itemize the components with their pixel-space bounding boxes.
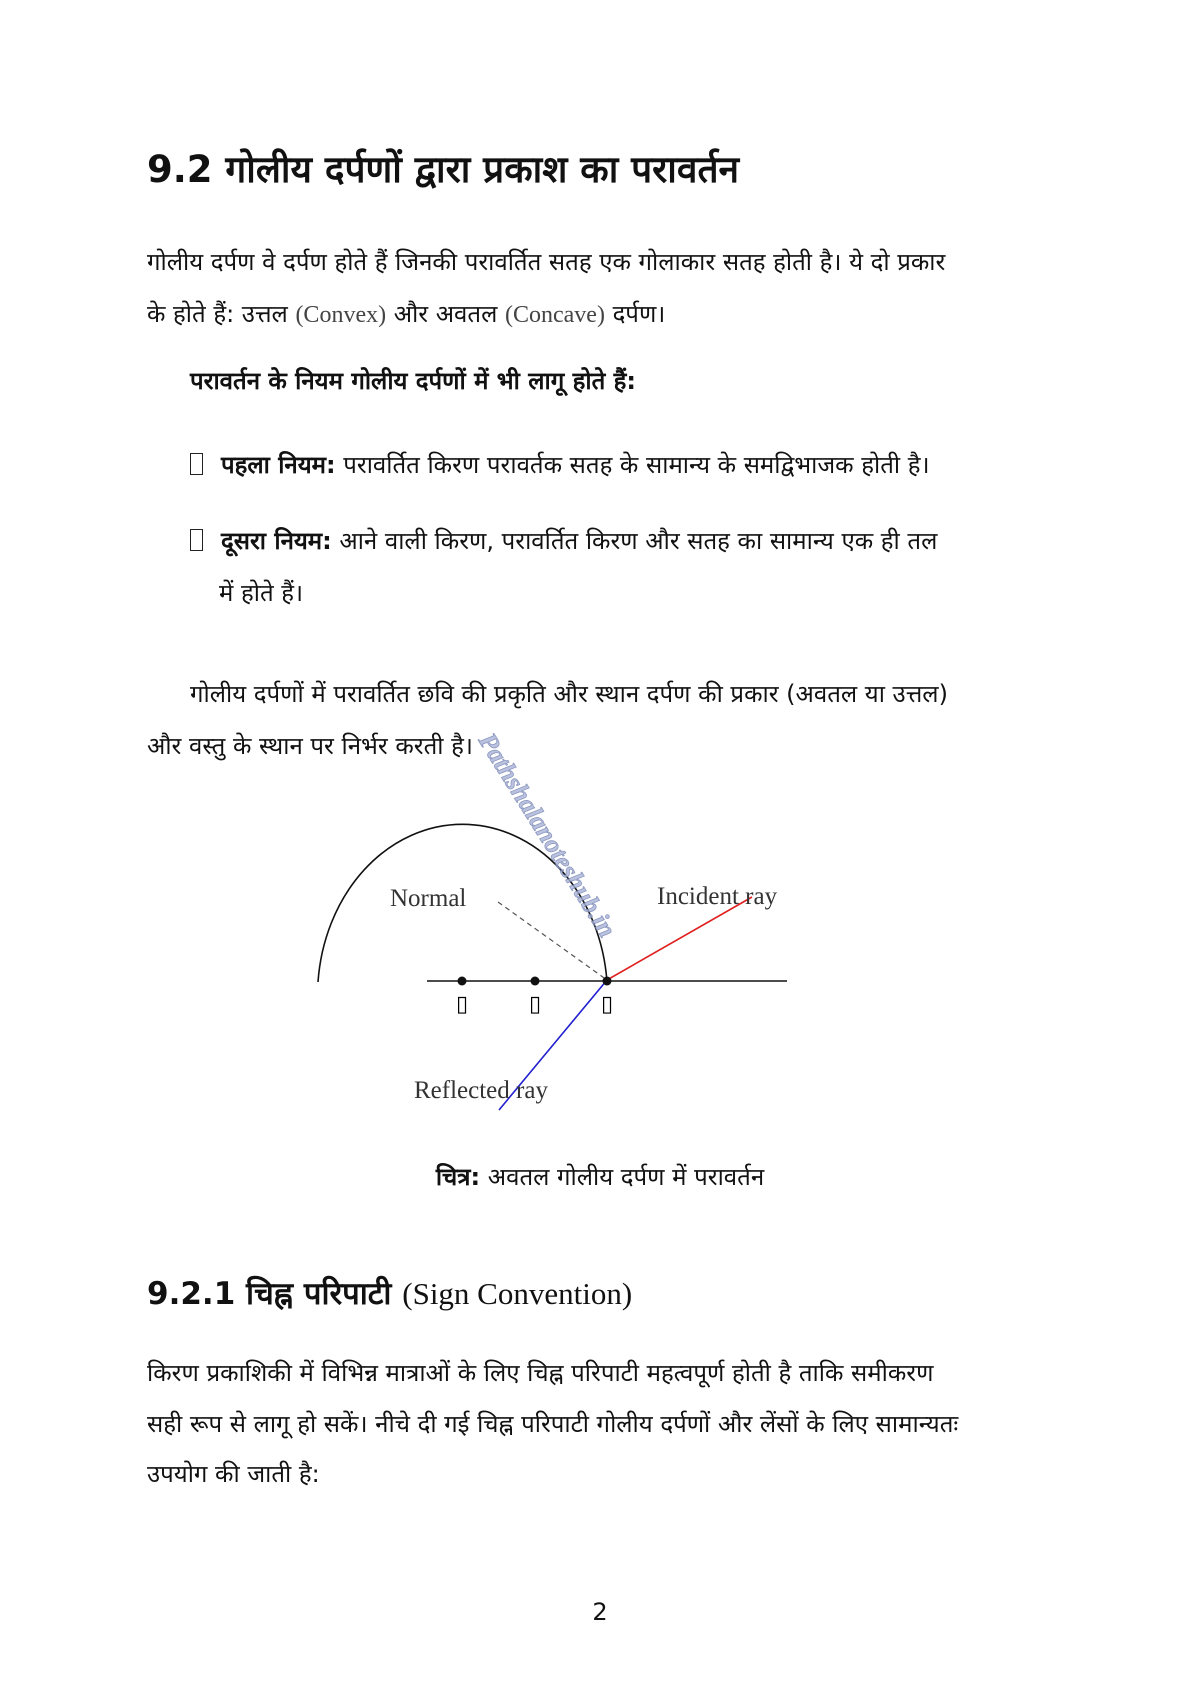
text: दर्पण। [604,300,666,328]
figure-caption [0,1160,1200,1193]
normal-label: Normal [390,885,467,912]
intro-line-1: गोलीय दर्पण वे दर्पण होते हैं जिनकी परावर्तित सतह एक गोलाकार सतह होती है। ये दो प्रकार [147,248,946,276]
law-item-2-cont: में होते हैं। [219,579,304,607]
watermark: Pathshalanoteshub.in [472,727,622,943]
point-dot [531,977,540,986]
text: और अवतल [386,300,505,328]
sign-line-3: उपयोग की जाती है: [147,1460,320,1488]
para2-line-2: और वस्तु के स्थान पर निर्भर करती है। [147,732,473,760]
concave-term: (Concave) [504,302,605,328]
point-dot [603,977,612,986]
page-number: 2 [592,1598,608,1626]
laws-heading: परावर्तन के नियम गोलीय दर्पणों में भी लागू होते हैं: [190,367,636,395]
para2-line-1: गोलीय दर्पणों में परावर्तित छवि की प्रकृति और स्थान दर्पण की प्रकार (अवतल या उत्तल) [190,680,948,708]
law-label: पहला नियम: [221,451,336,479]
subsection-title-en: (Sign Convention) [402,1276,633,1311]
convex-term: (Convex) [295,302,387,328]
subsection-title [147,1272,632,1314]
sign-line-2: सही रूप से लागू हो सकें। नीचे दी गई चिह्न परिपाटी गोलीय दर्पणों और लेंसों के लिए सामान्यतः [147,1410,959,1438]
incident-label: Incident ray [657,883,778,910]
text: के होते हैं: उत्तल [147,300,296,328]
law-label: दूसरा नियम: [221,527,332,555]
reflected-label: Reflected ray [414,1077,548,1104]
point-label: ▯ [455,992,469,1017]
point-dot [458,977,467,986]
caption-label: चित्र: [435,1163,481,1191]
law-text: परावर्तित किरण परावर्तक सतह के सामान्य के समद्विभाजक होती है। [335,451,930,479]
section-title: 9.2 गोलीय दर्पणों द्वारा प्रकाश का परावर्तन [147,148,740,191]
sign-line-1: किरण प्रकाशिकी में विभिन्न मात्राओं के लिए चिह्न परिपाटी महत्वपूर्ण होती है ताकि समीकरण [147,1359,934,1387]
law-text: आने वाली किरण, परावर्तित किरण और सतह का सामान्य एक ही तल [331,527,938,555]
subsection-title-hi: 9.2.1 चिह्न परिपाटी [147,1276,403,1312]
point-label: ▯ [600,992,614,1017]
point-label: ▯ [528,992,542,1017]
caption-text: अवतल गोलीय दर्पण में परावर्तन [480,1163,765,1191]
